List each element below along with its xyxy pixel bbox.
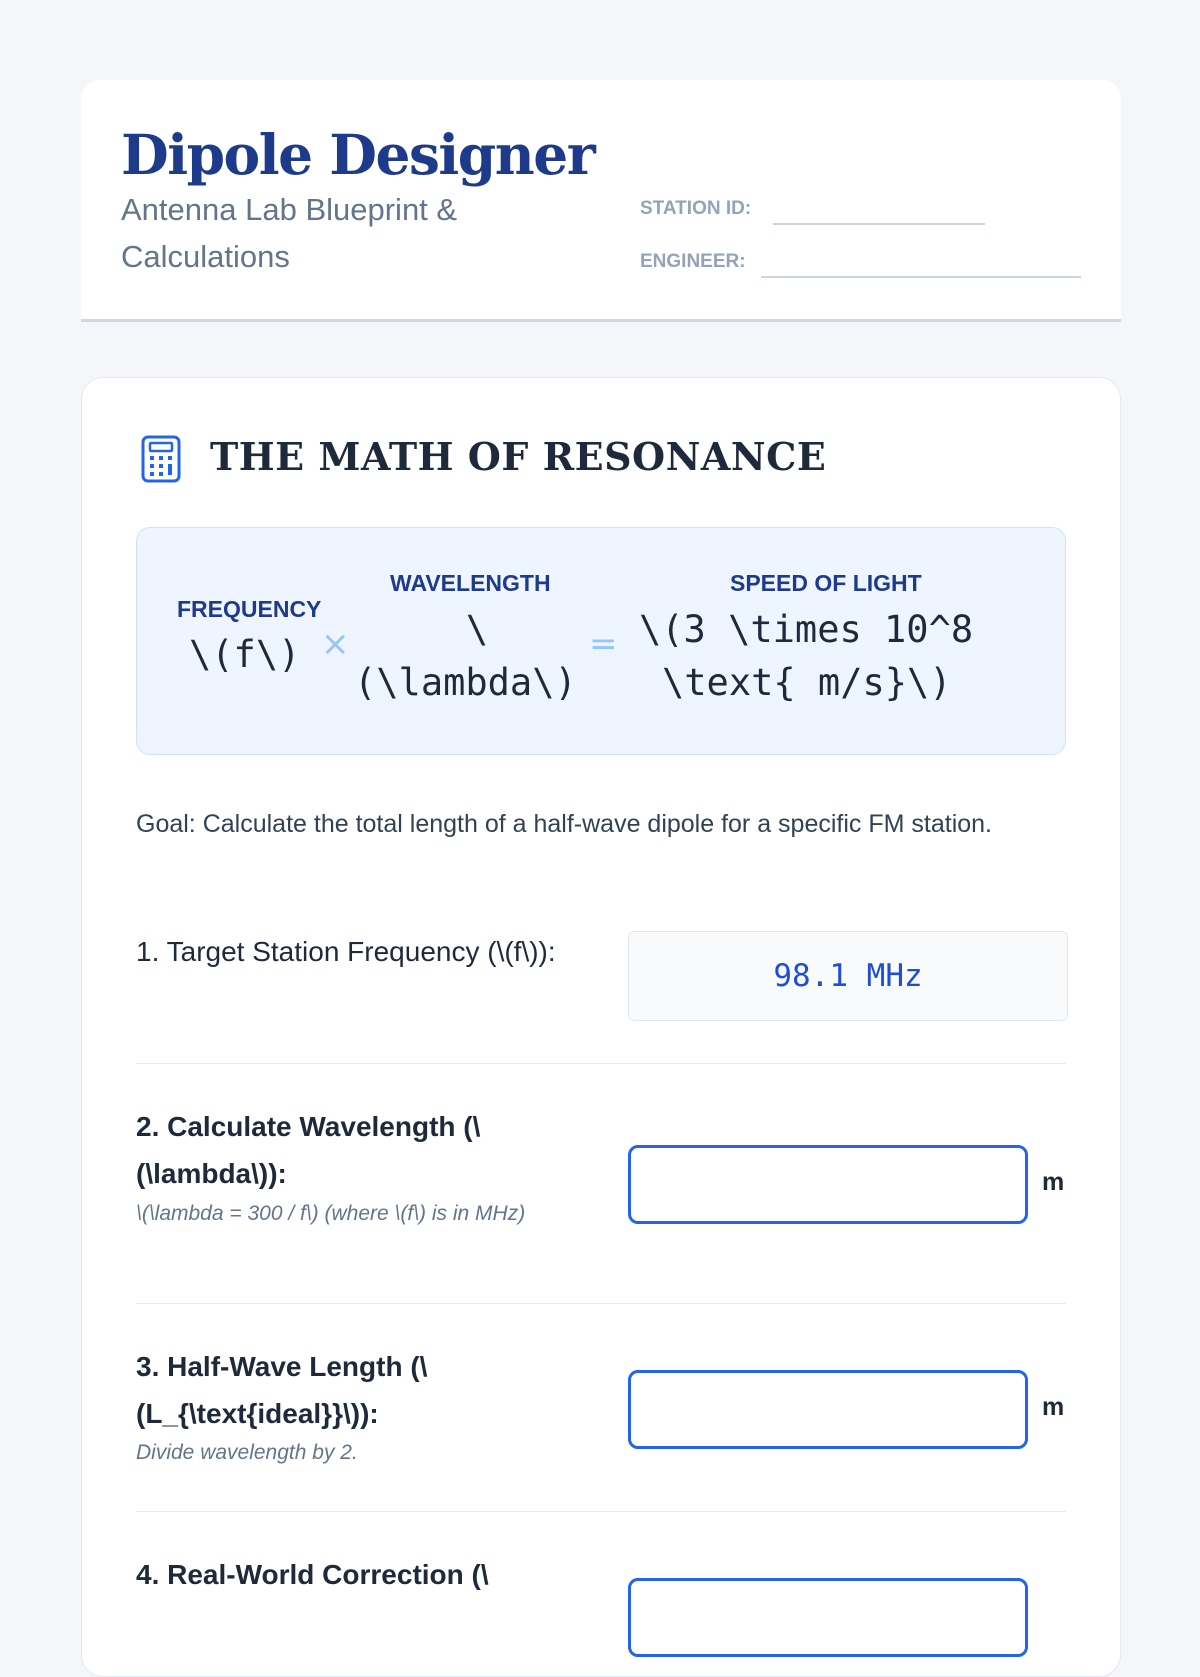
wavelength-input[interactable] [628, 1145, 1028, 1224]
wavelength-expression-line2: (\lambda\) [354, 661, 577, 704]
station-id-field[interactable] [773, 223, 985, 225]
frequency-expression: \(f\) [189, 633, 301, 676]
times-symbol: × [321, 624, 350, 664]
section-title: THE MATH OF RESONANCE [210, 434, 827, 479]
step-2-hint: \(\lambda = 300 / f\) (where \(f\) is in MHz) [136, 1202, 526, 1225]
wavelength-expression-line1: \ [465, 608, 489, 651]
step-3-hint: Divide wavelength by 2. [136, 1441, 358, 1464]
step-2-label: 2. Calculate Wavelength (\(\lambda\)): [136, 1111, 481, 1189]
divider [136, 1303, 1066, 1304]
speed-expression-line1: \(3 \times 10^8 [639, 608, 974, 651]
wavelength-unit: m [1042, 1168, 1065, 1196]
frequency-label: FREQUENCY [177, 596, 322, 622]
step-3-label: 3. Half-Wave Length (\(L_{\text{ideal}}\)): [136, 1351, 428, 1429]
divider [136, 1511, 1066, 1512]
equals-symbol: = [589, 624, 618, 664]
step-4-label: 4. Real-World Correction (\ [136, 1559, 489, 1590]
page-title: Dipole Designer [121, 122, 595, 187]
wavelength-label: WAVELENGTH [390, 570, 551, 596]
resonance-card [81, 377, 1121, 1677]
goal-text: Goal: Calculate the total length of a half-wave dipole for a specific FM station. [136, 810, 993, 838]
header-card [81, 80, 1121, 322]
engineer-field[interactable] [761, 276, 1081, 278]
step-1-label: 1. Target Station Frequency (\(f\)): [136, 936, 556, 967]
half-wave-unit: m [1042, 1393, 1065, 1421]
formula-box [136, 527, 1066, 755]
speed-of-light-label: SPEED OF LIGHT [730, 570, 922, 596]
divider [136, 1063, 1066, 1064]
speed-expression-line2: \text{ m/s}\) [662, 661, 952, 704]
station-id-label: STATION ID: [640, 198, 752, 219]
engineer-label: ENGINEER: [640, 251, 746, 272]
calculator-icon [141, 435, 181, 483]
page-subtitle: Antenna Lab Blueprint & Calculations [121, 192, 458, 274]
half-wave-input[interactable] [628, 1370, 1028, 1449]
correction-input[interactable] [628, 1578, 1028, 1657]
frequency-readout: 98.1 MHz [628, 931, 1068, 1021]
